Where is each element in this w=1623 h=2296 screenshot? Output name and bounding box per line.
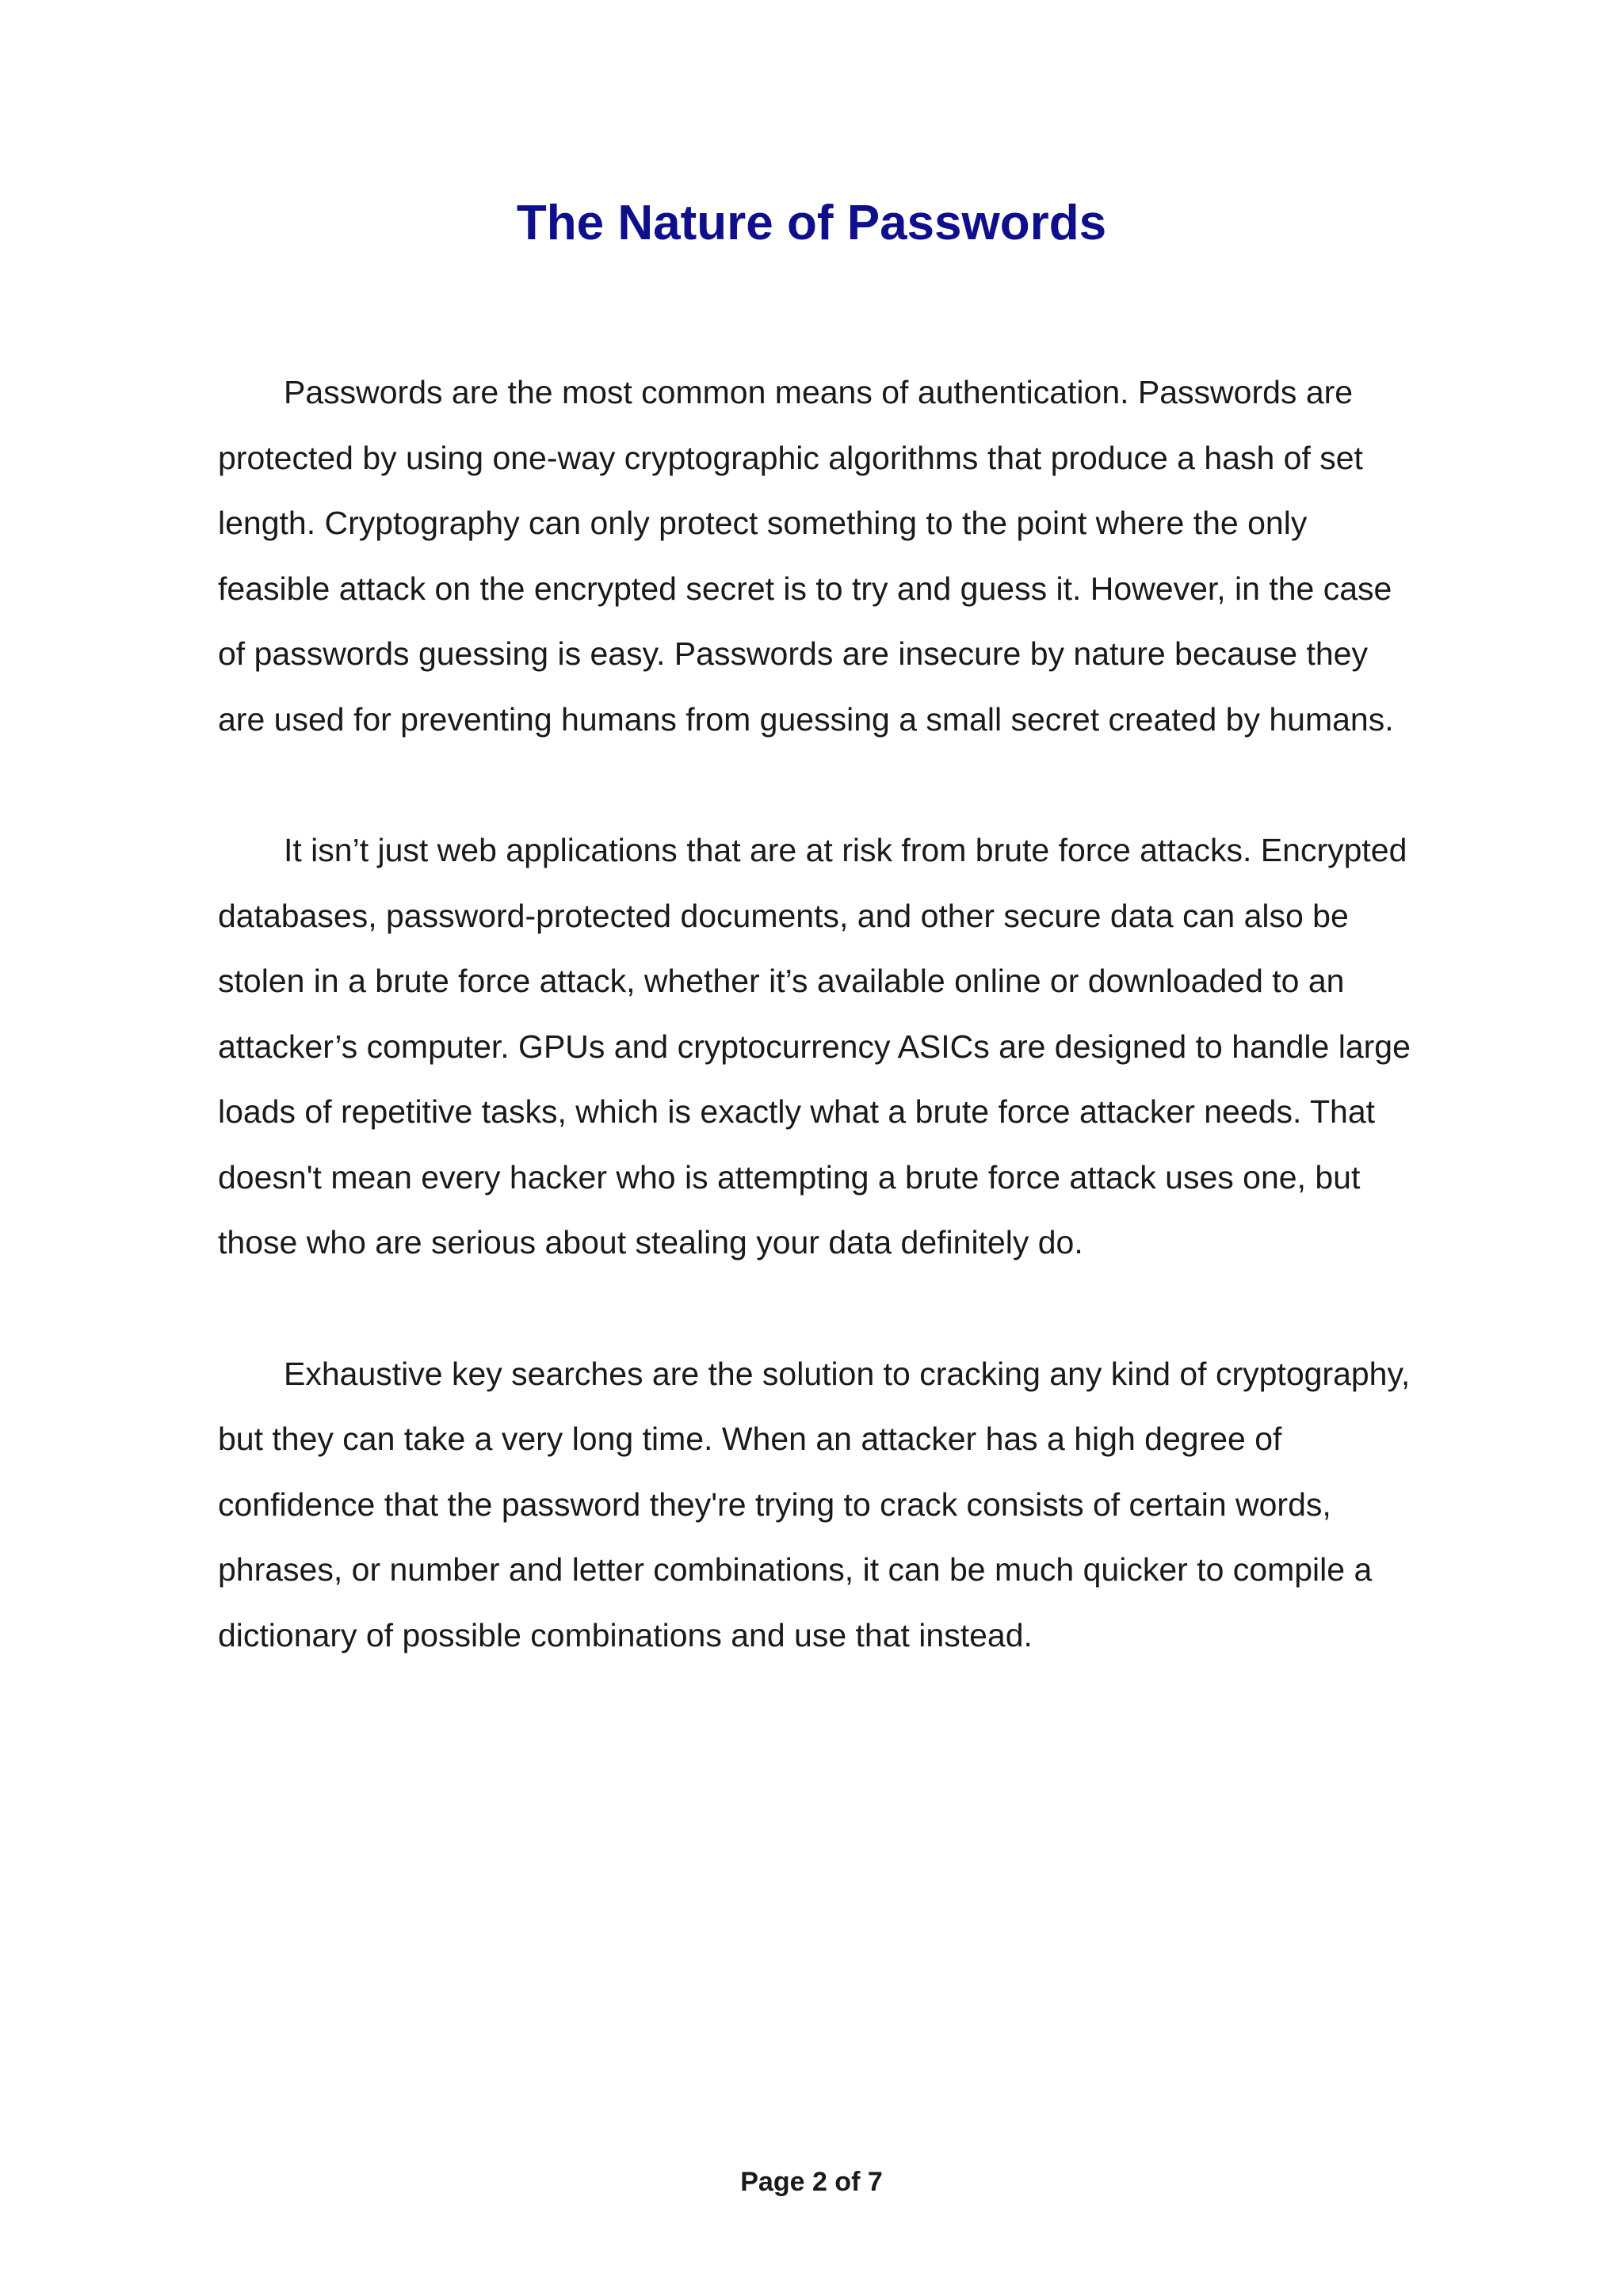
paragraph-2: It isn’t just web applications that are at risk from brute force attacks. Encrypted databases, password-protected documents, and other secure data can also be stolen in a brute force attack, whether it’s available online or downloaded to an attacker’s computer. GPUs and cryptocurrency ASICs are designed to handle large loads of repetitive tasks, which is exactly what a brute force attacker needs. That doesn't mean every hacker who is attempting a brute force attack uses one, but those who are serious about stealing your data definitely do. (218, 832, 1411, 1261)
body-content (218, 360, 1419, 1733)
paragraph-3: Exhaustive key searches are the solution to cracking any kind of cryptography, but they can take a very long time. When an attacker has a high degree of confidence that the password they're trying to crack consists of certain words, phrases, or number and letter combinations, it can be much quicker to compile a dictionary of possible combinations and use that instead. (218, 1355, 1411, 1653)
page-number: Page 2 of 7 (740, 2167, 883, 2197)
paragraph-1: Passwords are the most common means of authentication. Passwords are protected by using one-way cryptographic algorithms that produce a hash of set length. Cryptography can only protect something to the point where the only feasible attack on the encrypted secret is to try and guess it. However, in the case of passwords guessing is easy. Passwords are insecure by nature because they are used for preventing humans from guessing a small secret created by humans. (218, 374, 1394, 738)
page-title: The Nature of Passwords (516, 196, 1107, 250)
